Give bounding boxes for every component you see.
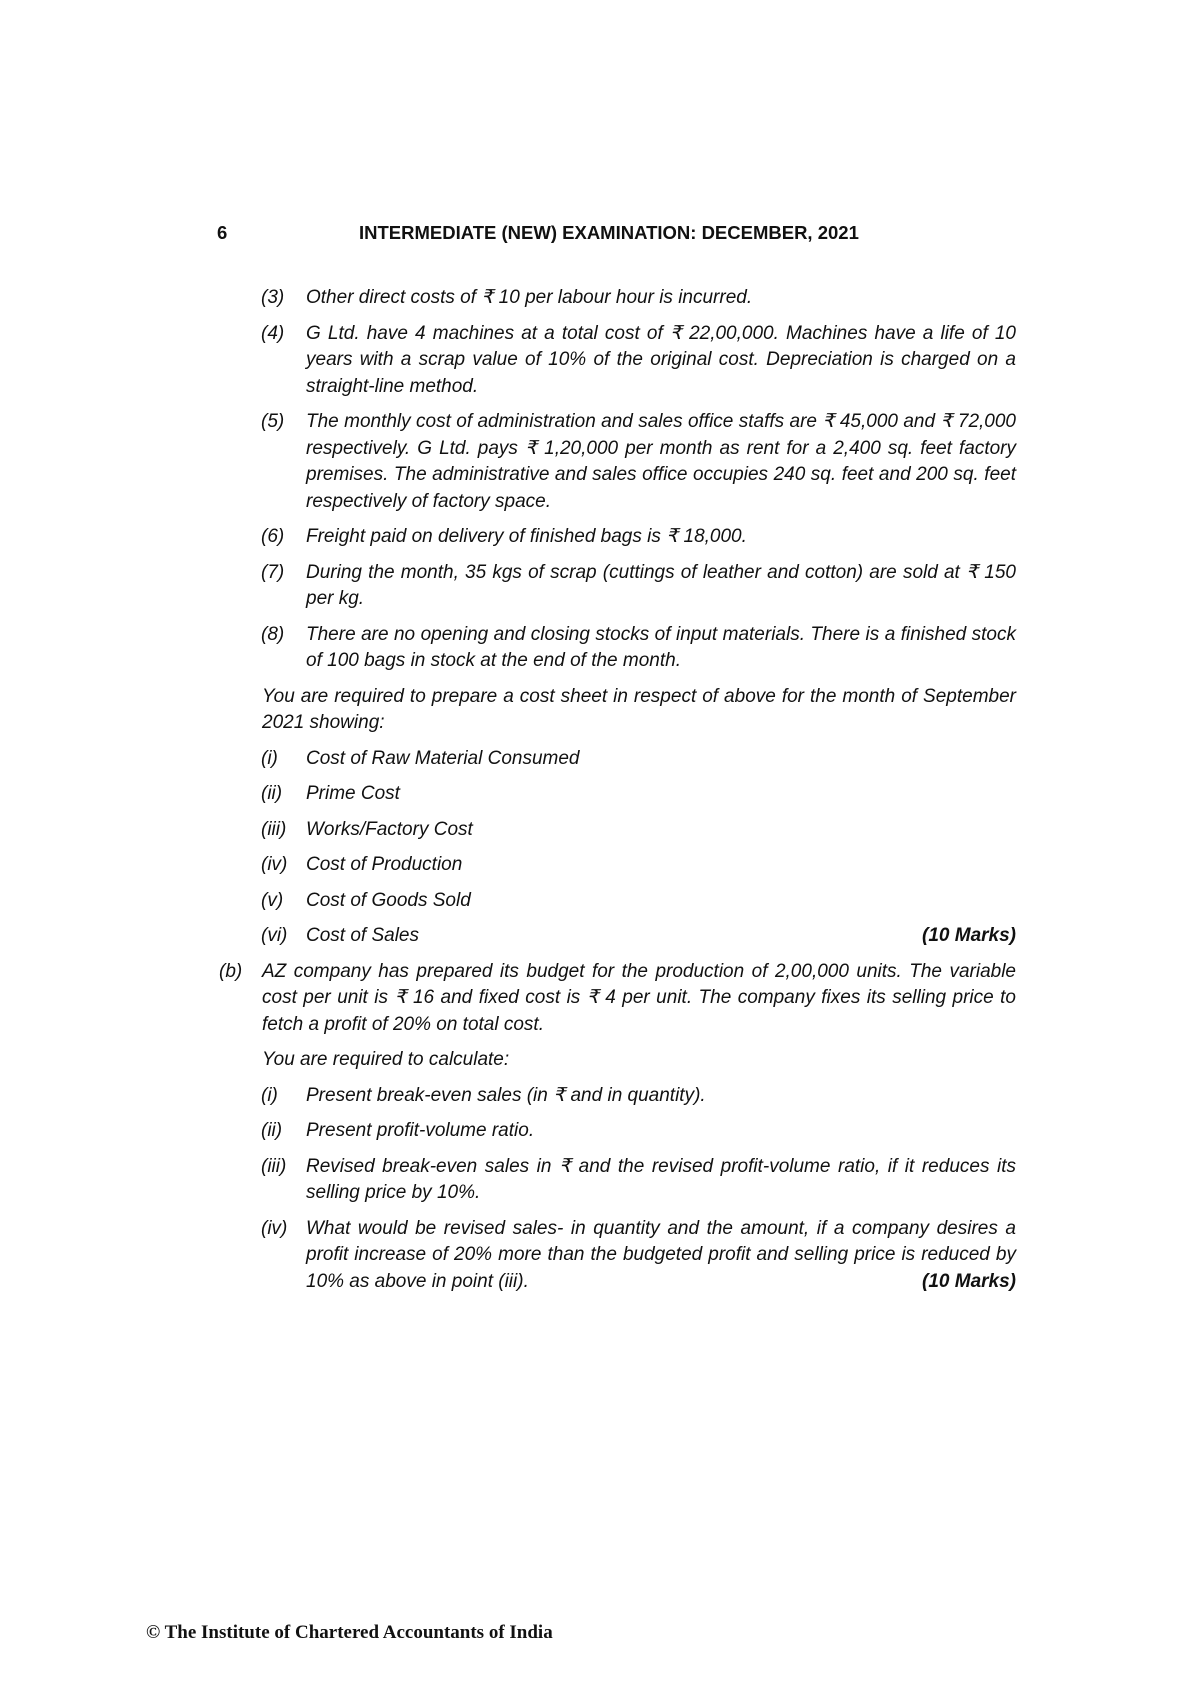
item-number: (7) [261, 561, 285, 583]
list-item [261, 852, 1016, 879]
list-item [261, 888, 1016, 915]
item-number: (ii) [261, 783, 283, 804]
item-text: The monthly cost of administration and sales office staffs are ₹ 45,000 and ₹ 72,000 respectively. G Ltd. pays ₹ 1,20,000 per month as rent for a 2,400 sq. feet factory premises. The administrative and sales office occupies 240 sq. feet and 200 sq. feet respectively of factory space. [306, 411, 1016, 512]
item-number: (4) [261, 322, 285, 344]
item-text: Cost of Production [306, 854, 463, 875]
list-item [261, 781, 1016, 808]
list-item [261, 1154, 1016, 1207]
list-item [261, 1216, 1016, 1296]
item-text: Works/Factory Cost [306, 818, 473, 840]
exam-title: INTERMEDIATE (NEW) EXAMINATION: DECEMBER, 2021 [359, 222, 859, 243]
requirement-text: You are required to prepare a cost sheet in respect of above for the month of September 2021 showing: [262, 685, 1016, 733]
item-text: There are no opening and closing stocks of input materials. There is a finished stock of 100 bags in stock at the end of the month. [306, 623, 1016, 671]
item-number: (5) [261, 411, 285, 432]
item-number: (iv) [261, 1217, 288, 1239]
question-number: (b) [219, 960, 243, 982]
item-text: Present profit-volume ratio. [306, 1120, 535, 1141]
marks-label: (10 Marks) [922, 1270, 1016, 1292]
item-number: (6) [261, 526, 285, 547]
question-b [219, 959, 1016, 1039]
item-text: Cost of Raw Material Consumed [306, 747, 580, 769]
list-item [261, 560, 1016, 613]
item-number: (iii) [261, 1155, 287, 1177]
item-number: (i) [261, 747, 278, 769]
item-text: During the month, 35 kgs of scrap (cuttings of leather and cotton) are sold at ₹ 150 per kg. [306, 561, 1016, 609]
item-text: Other direct costs of ₹ 10 per labour hour is incurred. [306, 287, 753, 308]
item-number: (i) [261, 1084, 278, 1106]
marks-label: (10 Marks) [922, 925, 1016, 946]
list-item [261, 321, 1016, 401]
item-number: (3) [261, 287, 285, 308]
item-number: (vi) [261, 925, 288, 946]
list-item [261, 1118, 1016, 1145]
page-number: 6 [217, 222, 228, 243]
item-text: Freight paid on delivery of finished bags is ₹ 18,000. [306, 526, 747, 547]
page-content [0, 285, 1191, 1304]
item-text: Cost of Sales [306, 925, 419, 946]
item-number: (8) [261, 623, 285, 645]
item-text: What would be revised sales- in quantity and the amount, if a company desires a profit increase of 20% more than the budgeted profit and selling price is reduced by 10% as above in point (iii). [306, 1217, 1016, 1292]
item-number: (ii) [261, 1120, 283, 1141]
item-text: Revised break-even sales in ₹ and the revised profit-volume ratio, if it reduces its selling price by 10%. [306, 1155, 1016, 1203]
list-item [261, 746, 1016, 773]
item-number: (iii) [261, 818, 287, 840]
list-item [261, 622, 1016, 675]
item-text: Present break-even sales (in ₹ and in quantity). [306, 1084, 706, 1106]
list-item [261, 817, 1016, 844]
requirement-text: You are required to calculate: [262, 1049, 510, 1070]
question-text: AZ company has prepared its budget for the production of 2,00,000 units. The variable cost per unit is ₹ 16 and fixed cost is ₹ 4 per unit. The company fixes its selling price to fetch a profit of 20% on total cost. [262, 960, 1016, 1035]
footer-copyright: © The Institute of Chartered Accountants of India [146, 1622, 553, 1643]
list-item [261, 409, 1016, 515]
item-text: G Ltd. have 4 machines at a total cost of ₹ 22,00,000. Machines have a life of 10 years with a scrap value of 10% of the original cost. Depreciation is charged on a straight-line method. [306, 322, 1016, 397]
list-item [261, 1083, 1016, 1110]
list-item [261, 285, 1016, 312]
list-item [261, 923, 1016, 950]
item-number: (iv) [261, 854, 288, 875]
item-text: Cost of Goods Sold [306, 889, 471, 911]
list-item [261, 524, 1016, 551]
item-text: Prime Cost [306, 783, 400, 804]
item-number: (v) [261, 889, 284, 911]
